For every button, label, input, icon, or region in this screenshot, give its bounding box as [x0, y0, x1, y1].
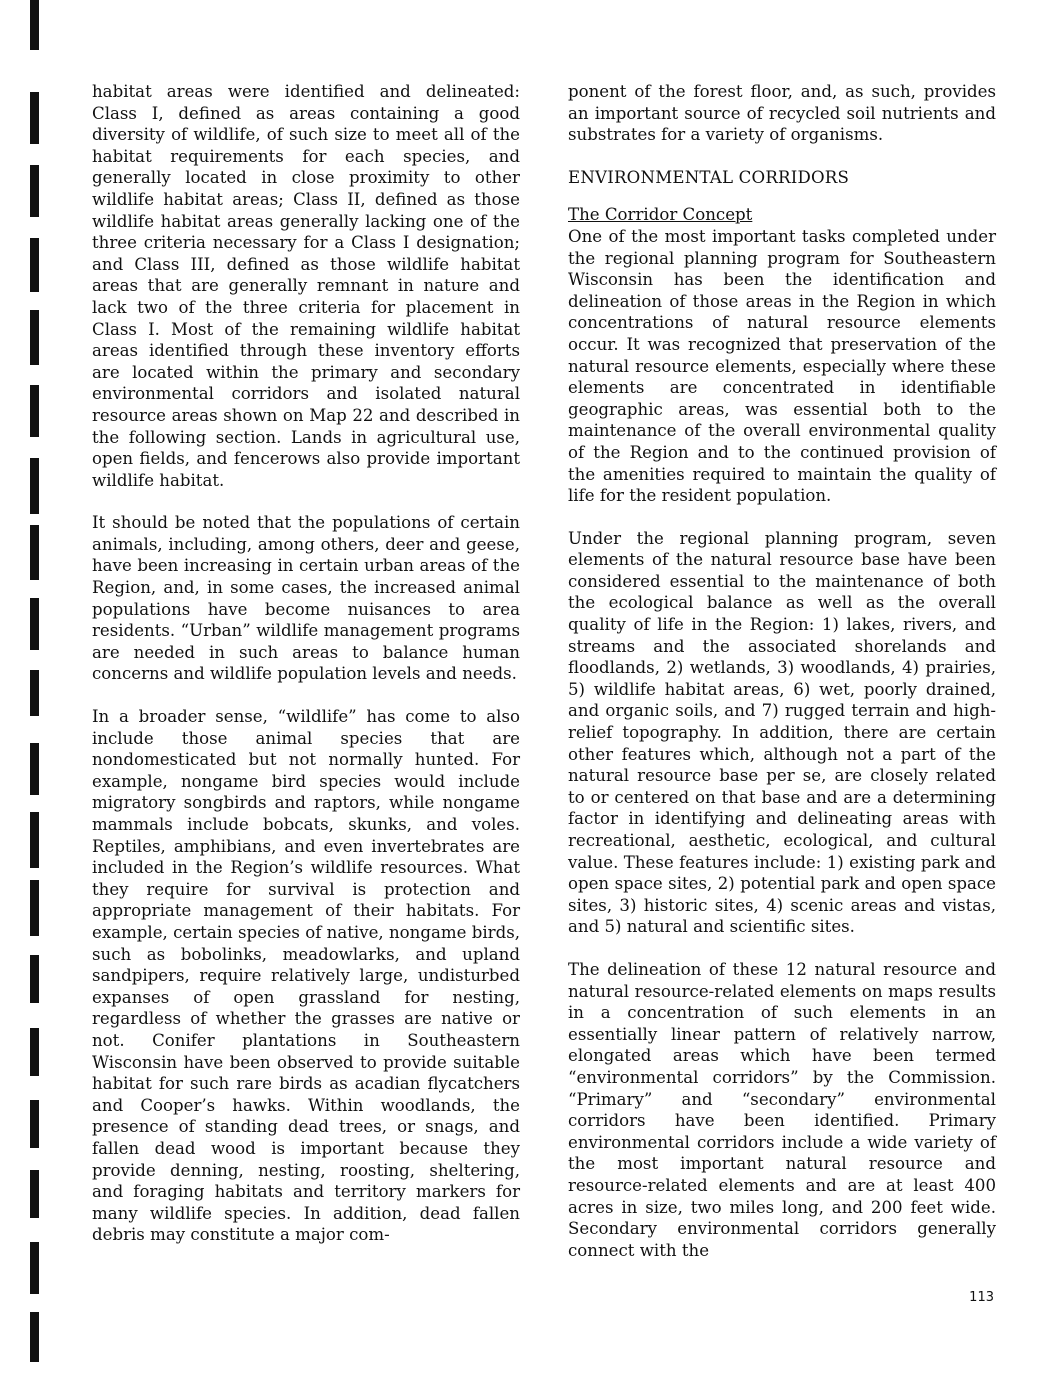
- page-number: 113: [969, 1290, 994, 1305]
- body-paragraph: It should be noted that the populations of certain animals, including, among others, deer and geese, have been increasing in certain urban areas of the Region, and, in some cases, the increased animal populations have become nuisances to area residents. “Urban” wildlife management programs are needed in such areas to balance human concerns and wildlife population levels and needs.: [92, 513, 520, 684]
- subsection-heading: The Corridor Concept: [568, 205, 753, 225]
- binding-mark: [30, 1100, 39, 1148]
- right-column: [568, 81, 996, 1261]
- body-paragraph: In a broader sense, “wildlife” has come to also include those animal species that are nondomesticated but not normally hunted. For example, nongame bird species would include migratory songbirds and raptors, while nongame mammals include bobcats, skunks, and voles. Reptiles, amphibians, and even invertebrates are included in the Region’s wildlife resources. What they require for survival is protection and appropriate management of their habitats. For example, certain species of native, nongame birds, such as bobolinks, meadowlarks, and upland sandpipers, require relatively large, undisturbed expanses of open grassland for nesting, regardless of whether the grasses are native or not. Conifer plantations in Southeastern Wisconsin have been observed to provide suitable habitat for such rare birds as acadian flycatchers and Cooper’s hawks. Within woodlands, the presence of standing dead trees, or snags, and fallen dead wood is important because they provide denning, nesting, roosting, sheltering, and foraging habitats and territory markers for many wildlife species. In addition, dead fallen debris may constitute a major com-: [92, 707, 520, 1245]
- binding-mark: [30, 310, 39, 365]
- body-paragraph: habitat areas were identified and delineated: Class I, defined as areas containing a good diversity of wildlife, of such size to meet all of the habitat requirements for each species, and generally located in close proximity to other wildlife habitat areas; Class II, defined as those wildlife habitat areas generally lacking one of the three criteria necessary for a Class I designation; and Class III, defined as those wildlife habitat areas that are generally remnant in nature and lack two of the three criteria for placement in Class I. Most of the remaining wildlife habitat areas identified through these inventory efforts are located within the primary and secondary environmental corridors and isolated natural resource areas shown on Map 22 and described in the following section. Lands in agricultural use, open fields, and fencerows also provide important wildlife habitat.: [92, 82, 520, 490]
- binding-mark: [30, 1170, 39, 1218]
- body-paragraph: The delineation of these 12 natural resource and natural resource-related elements on maps results in a concentration of such elements in an essentially linear pattern of relatively narrow, elongated areas which have been termed “environmental corridors” by the Commission. “Primary” and “secondary” environmental corridors have been identified. Primary environmental corridors include a wide variety of the most important natural resource and resource-related elements and are at least 400 acres in size, two miles long, and 200 feet wide. Secondary environmental corridors generally connect with the: [568, 959, 996, 1260]
- binding-mark: [30, 525, 39, 580]
- binding-mark: [30, 385, 39, 437]
- binding-mark: [30, 458, 39, 514]
- binding-mark: [30, 1028, 39, 1076]
- left-column: [92, 81, 520, 1246]
- binding-punch-marks: [30, 0, 42, 1379]
- binding-mark: [30, 92, 39, 144]
- binding-mark: [30, 598, 39, 650]
- binding-mark: [30, 812, 39, 868]
- continuation-paragraph: ponent of the forest floor, and, as such, provides an important source of recycled soil nutrients and substrates for a variety of organisms.: [568, 82, 996, 145]
- body-paragraph: One of the most important tasks completed under the regional planning program for Southeastern Wisconsin has been the identification and delineation of those areas in the Region in which concentrations of natural resource elements occur. It was recognized that preservation of the natural resource elements, especially where these elements are concentrated in identifiable geographic areas, was essential both to the maintenance of the overall environmental quality of the Region and to the continued provision of the amenities required to maintain the quality of life for the resident population.: [568, 226, 996, 506]
- binding-mark: [30, 238, 39, 292]
- binding-mark: [30, 743, 39, 795]
- section-heading: ENVIRONMENTAL CORRIDORS: [568, 167, 850, 187]
- binding-mark: [30, 1312, 39, 1362]
- binding-mark: [30, 1242, 39, 1294]
- binding-mark: [30, 880, 39, 936]
- binding-mark: [30, 0, 39, 50]
- binding-mark: [30, 955, 39, 1003]
- binding-mark: [30, 670, 39, 716]
- binding-mark: [30, 165, 39, 217]
- body-paragraph: Under the regional planning program, seven elements of the natural resource base have been considered essential to the maintenance of both the ecological balance as well as the overall quality of life in the Region: 1) lakes, rivers, and streams and the associated shorelands and floodlands, 2) wetlands, 3) woodlands, 4) prairies, 5) wildlife habitat areas, 6) wet, poorly drained, and organic soils, and 7) rugged terrain and high-relief topography. In addition, there are certain other features which, although not a part of the natural resource base per se, are closely related to or centered on that base and are a determining factor in identifying and delineating areas with recreational, aesthetic, ecological, and cultural value. These features include: 1) existing park and open space sites, 2) potential park and open space sites, 3) historic sites, 4) scenic areas and vistas, and 5) natural and scientific sites.: [568, 528, 996, 937]
